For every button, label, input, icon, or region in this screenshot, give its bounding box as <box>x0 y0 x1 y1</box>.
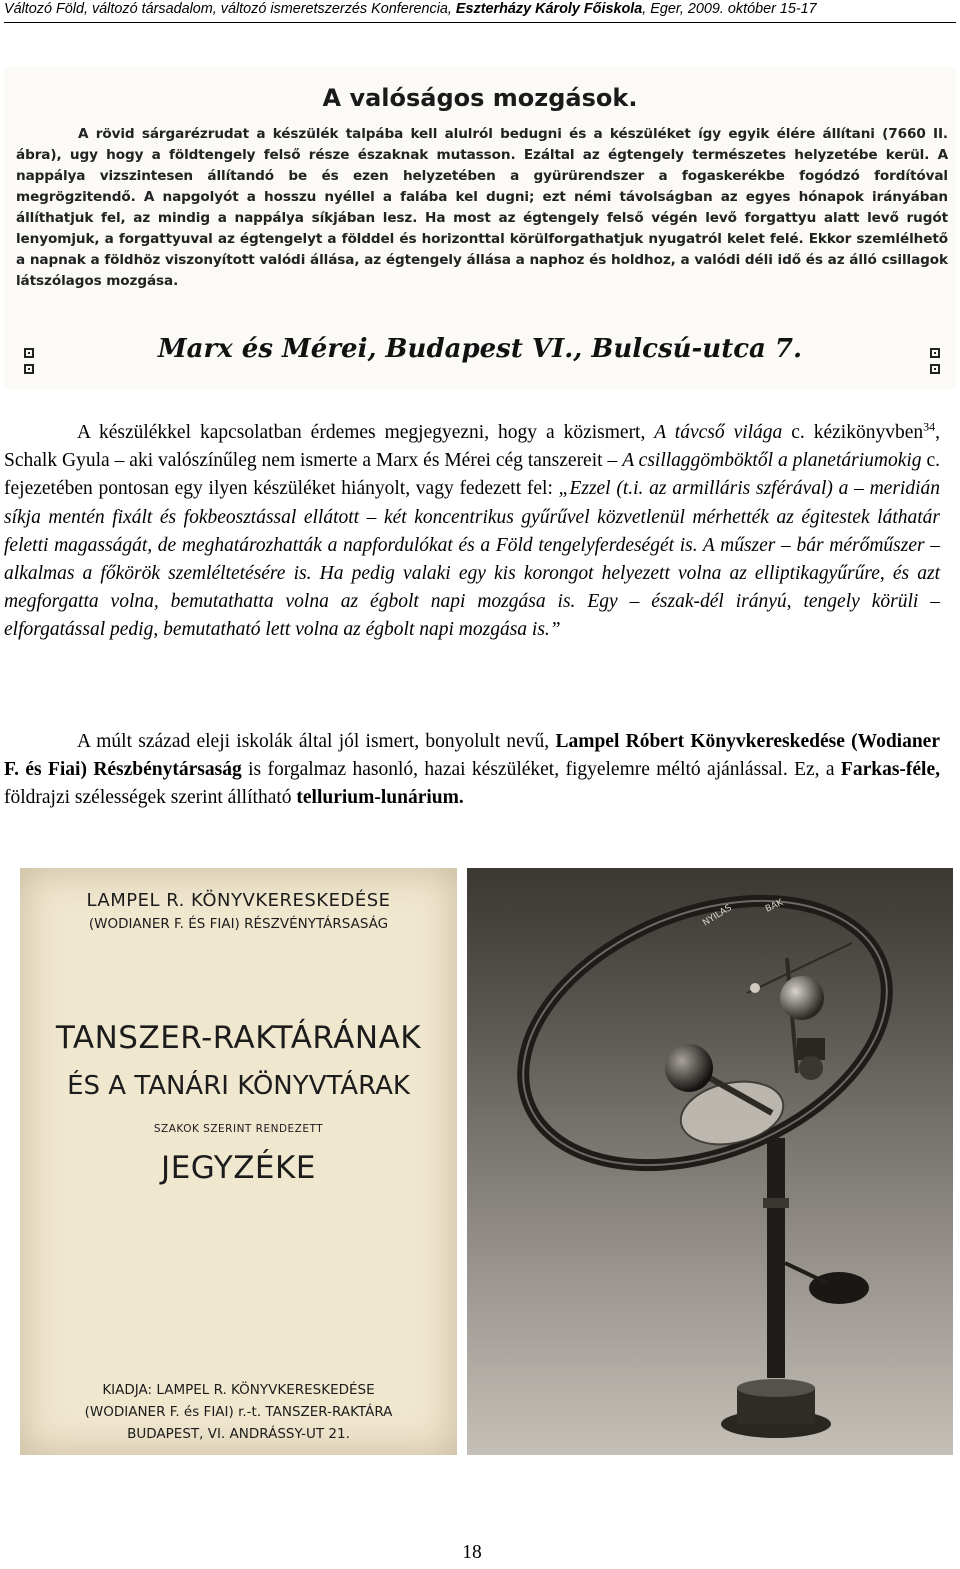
p2-text-e: földrajzi szélességek szerint állítható <box>4 787 297 809</box>
tellurium-photo <box>467 868 953 1455</box>
body-paragraph-1 <box>4 419 940 645</box>
p2-text-a: A múlt század eleji iskolák által jól ismert, bonyolult nevű, <box>77 731 556 752</box>
catalogue-cover-image <box>20 868 457 1455</box>
body-paragraph-2 <box>4 728 940 813</box>
p1-quotation: „Ezzel (t.i. az armilláris szférával) a – meridián síkja mentén fixált és fokbeosztással ellátott – két koncentrikus gyűrűvel közvetlenül mérhették az égitestek láthatár feletti magasságát, de meghatározhatták a napfordulókat és a Föld tengelyferdeségét is. A műszer – bár mérőműszer – alkalmas a főkörök szemléltetésére is. Ha pedig valaki egy kis korongot helyezett volna az elliptikagyűrűre, és azt megforgatta volna, bemutathatta volna az égbolt napi mozgása is. Egy – észak-dél irányú, tengely körüli – elforgatással pedig, bemutatható lett volna az égbolt napi mozgása is.” <box>4 478 940 641</box>
p1-text-a: A készülékkel kapcsolatban érdemes megjegyezni, hogy a közismert, <box>77 422 655 443</box>
page-number: 18 <box>462 1542 482 1563</box>
p1-text-c: c. kézikönyvben <box>782 422 924 443</box>
tellurium-drawing <box>467 868 953 1455</box>
scan-paragraph: A rövid sárgarézrudat a készülék talpába kell alulról bedugni és a készüléket így egyik élére állítani (7660 II. ábra), ugy hogy a földtengely felső része északnak mutasson. Ezáltal az égtengely természetes helyzetébe kerül. A nappálya vizszintesen állítandó be és ezen helyzetében a gyürürendszer a fogaskerékbe fogódzó fordítóval megrögzitendő. A napgolyót a hosszu nyéllel a falába kel dugni; ezt némi távolságban az egyes hónapok irányában állíthatjuk fel, az mindig a nappálya síkjában lesz. Ha most az égtengely felső végén levő forgattyu alatt levő rugót lenyomjuk, a forgattyuval az égtengelyt a földdel és horizonttal körülforgathatjuk nyugatról kelet felé. Ekkor szemlélhető a napnak a földhöz viszonyított valódi állása, az égtengely állása a naphoz és holdhoz, a valódi déli idő és az álló csillagok látszólagos mozgása. <box>16 126 948 289</box>
ring-label: NYILAS <box>701 903 734 929</box>
p1-text-f: c. fejezetében pontosan egy ilyen készüléket hiányolt, vagy fedezett fel: <box>4 450 941 500</box>
ornament-icon <box>24 364 34 374</box>
cover-subtitle: ÉS A TANÁRI KÖNYVTÁRAK <box>67 1071 410 1101</box>
header-text-after: , Eger, 2009. október 15-17 <box>642 1 817 17</box>
ornament-icon <box>930 364 940 374</box>
cover-imprint: BUDAPEST, VI. ANDRÁSSY-UT 21. <box>127 1426 350 1442</box>
cover-title: TANSZER-RAKTÁRÁNAK <box>55 1020 422 1056</box>
p2-farkas: Farkas-féle, <box>840 759 940 781</box>
cover-title-2: JEGYZÉKE <box>161 1150 316 1186</box>
cover-imprint: KIADJA: LAMPEL R. KÖNYVKERESKEDÉSE <box>102 1382 375 1398</box>
cover-line: LAMPEL R. KÖNYVKERESKEDÉSE <box>86 890 391 911</box>
header-institution: Eszterházy Károly Főiskola <box>455 1 643 17</box>
p1-chapter-title: A csillaggömböktől a planetáriumokig <box>622 450 922 472</box>
cover-imprint: (WODIANER F. és FIAI) r.-t. TANSZER-RAKTÁRA <box>84 1404 393 1420</box>
p1-book-title: A távcső világa <box>654 422 783 443</box>
p2-company-name: Lampel Róbert Könyvkereskedése (Wodianer F. és Fiai) Részbénytársaság <box>4 731 940 781</box>
scanned-catalogue-excerpt <box>4 66 956 390</box>
cover-line: SZAKOK SZERINT RENDEZETT <box>153 1123 324 1135</box>
p2-text-c: is forgalmaz hasonló, hazai készüléket, figyelemre méltó ajánlással. Ez, a <box>241 759 841 781</box>
header-text-before: Változó Föld, változó társadalom, változó ismeretszerzés Konferencia, <box>4 1 456 17</box>
footnote-ref[interactable]: 34 <box>923 419 936 434</box>
running-header <box>4 0 956 23</box>
scan-title: A valóságos mozgások. <box>322 84 638 112</box>
cover-line: (WODIANER F. ÉS FIAI) RÉSZVÉNYTÁRSASÁG <box>88 916 389 932</box>
scan-signature: Marx és Mérei, Budapest VI., Bulcsú-utca 7. <box>157 334 803 364</box>
ring-label: BAK <box>764 897 785 915</box>
p2-tellurium: tellurium-lunárium. <box>296 787 464 809</box>
p1-text-d: , Schalk Gyula – aki valószínűleg nem ismerte a Marx és Mérei cég tanszereit – <box>4 422 940 472</box>
